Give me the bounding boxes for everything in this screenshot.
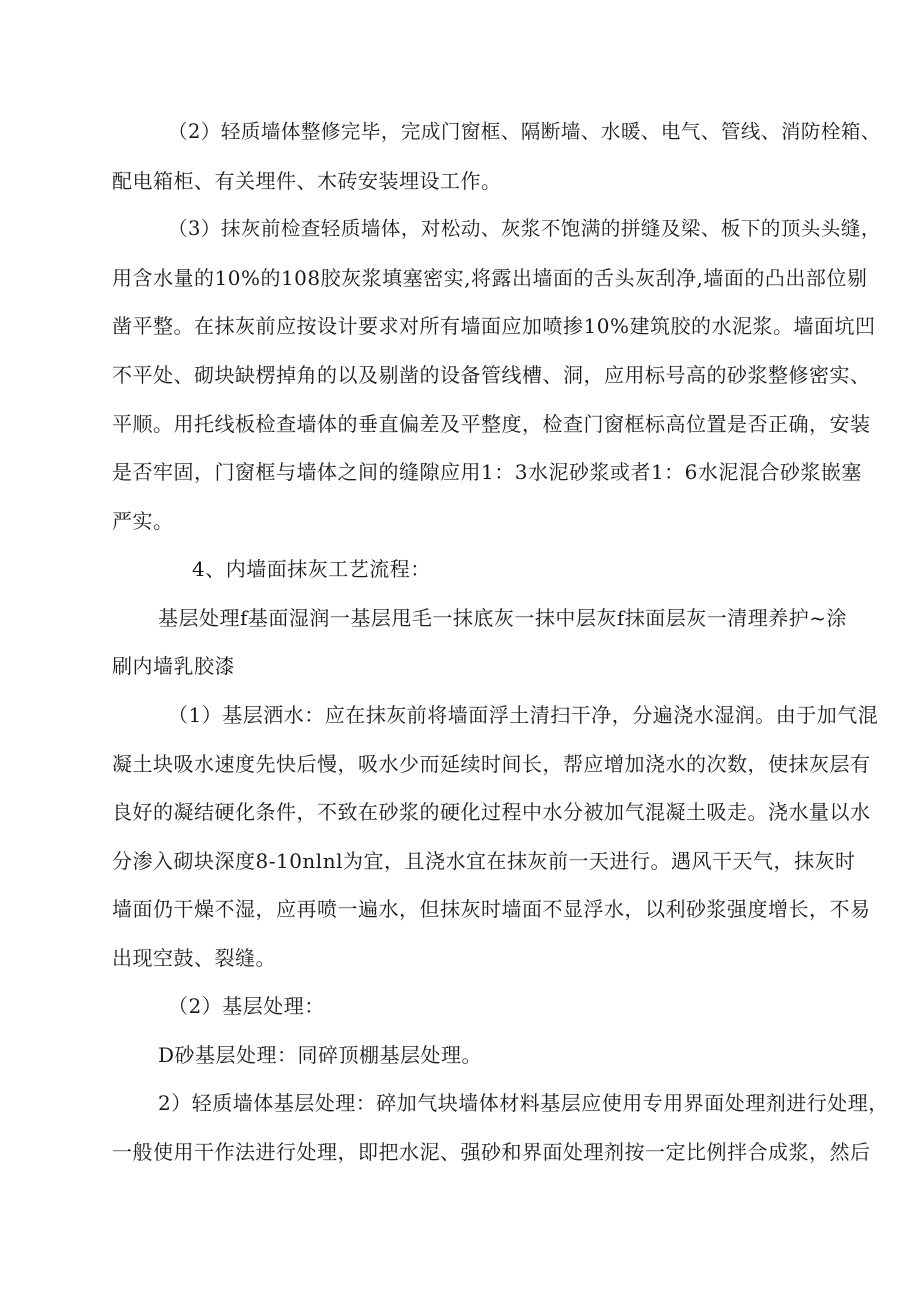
text-line: 严实。 xyxy=(112,509,174,533)
text-line: 用含水量的10%的108胶灰浆填塞密实,将露出墙面的舌头灰刮净,墙面的凸出部位剔 xyxy=(112,266,868,290)
text-line: 是否牢固，门窗框与墙体之间的缝隙应用1：3水泥砂浆或者1：6水泥混合砂浆嵌塞 xyxy=(112,460,862,484)
text-line: （3）抹灰前检查轻质墙体，对松动、灰浆不饱满的拼缝及梁、板下的顶头头缝， xyxy=(168,217,881,240)
text-line: 良好的凝结硬化条件，不致在砂浆的硬化过程中水分被加气混凝土吸走。浇水量以水 xyxy=(112,800,871,824)
text-line: 平顺。用托线板检查墙体的垂直偏差及平整度，检查门窗框标高位置是否正确，安装 xyxy=(112,412,871,436)
text-line: 刷内墙乳胶漆 xyxy=(112,654,235,678)
text-line: 分渗入砌块深度8-10nlnl为宜，且浇水宜在抹灰前一天进行。遇风干天气，抹灰时 xyxy=(112,849,856,873)
text-line: 配电箱柜、有关埋件、木砖安装埋设工作。 xyxy=(112,169,502,193)
text-line: 出现空鼓、裂缝。 xyxy=(112,946,276,970)
text-line: 不平处、砌块缺楞掉角的以及剔凿的设备管线槽、洞，应用标号高的砂浆整修密实、 xyxy=(112,363,871,387)
text-line: （1）基层洒水：应在抹灰前将墙面浮土清扫干净，分遍浇水湿润。由于加气混 xyxy=(168,703,879,727)
text-line: 凝土块吸水速度先快后慢，吸水少而延续时间长，帮应增加浇水的次数，使抹灰层有 xyxy=(112,752,871,776)
text-line: （2）轻质墙体整修完毕，完成门窗框、隔断墙、水暖、电气、管线、消防栓箱、 xyxy=(168,120,881,143)
section-heading: 4、内墙面抹灰工艺流程： xyxy=(192,557,431,581)
text-line: （2）基层处理： xyxy=(168,994,325,1018)
text-line: 凿平整。在抹灰前应按设计要求对所有墙面应加喷掺10%建筑胶的水泥浆。墙面坑凹 xyxy=(112,314,876,338)
text-line: 一般使用干作法进行处理，即把水泥、强砂和界面处理剂按一定比例拌合成浆，然后 xyxy=(112,1140,871,1164)
text-line: 墙面仍干燥不湿，应再喷一遍水，但抹灰时墙面不显浮水，以利砂浆强度增长，不易 xyxy=(112,897,871,921)
text-line: 基层处理f基面湿润一基层甩毛一抹底灰一抹中层灰f抹面层灰一清理养护~涂 xyxy=(158,606,848,630)
text-line: D砂基层处理：同碎顶棚基层处理。 xyxy=(158,1043,483,1067)
text-line: 2）轻质墙体基层处理：碎加气块墙体材料基层应使用专用界面处理剂进行处理， xyxy=(158,1091,889,1115)
